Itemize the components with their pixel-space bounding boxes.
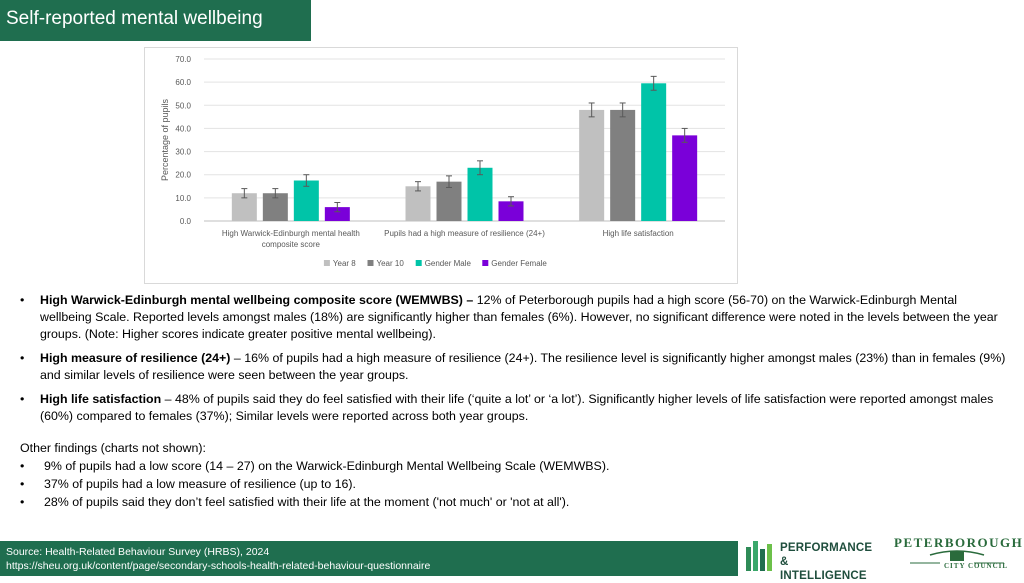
finding-item [20,292,1010,343]
x-category-label: High life satisfaction [602,229,674,238]
bar-chart [145,48,737,283]
bullet-icon: • [20,477,25,491]
finding-heading: High life satisfaction [40,392,162,406]
council-logo-line2: CITY COUNCIL [944,562,1009,570]
other-finding-item [20,493,1010,511]
bar [579,110,604,221]
bullet-icon: • [20,392,25,406]
council-logo-line1: PETERBOROUGH [894,535,1024,550]
y-tick-label: 20.0 [175,170,191,180]
page-title: Self-reported mental wellbeing [6,8,263,29]
legend-swatch [368,260,374,266]
pi-logo-line1: PERFORMANCE & [780,542,873,568]
other-finding-text: 37% of pupils had a low measure of resilience (up to 16). [44,477,357,491]
bar [641,83,666,221]
x-category-label: High Warwick-Edinburgh mental health [221,229,360,238]
finding-text: – 16% of pupils had a high measure of resilience (24+). The resilience level is significantly higher amongst males (23%) than in females (9%) and similar levels of resilience were seen between the year groups. [40,351,1006,382]
y-tick-label: 70.0 [175,55,191,64]
x-category-label: composite score [261,240,320,249]
y-axis-label: Percentage of pupils [160,98,170,182]
y-tick-label: 60.0 [175,78,191,88]
legend-label: Year 10 [376,259,404,268]
finding-heading: High Warwick-Edinburgh mental wellbeing composite score (WEMWBS) – [40,293,474,307]
legend-swatch [416,260,422,266]
legend-label: Gender Male [424,259,471,268]
source-text: Source: Health-Related Behaviour Survey (HRBS), 2024 [6,546,270,558]
other-finding-text: 9% of pupils had a low score (14 – 27) on the Warwick-Edinburgh Mental Wellbeing Scale (WEMWBS). [44,459,610,473]
legend-swatch [482,260,488,266]
legend-label: Gender Female [491,259,547,268]
bullet-icon: • [20,293,25,307]
footer [0,541,738,576]
pi-logo-icon [744,539,776,573]
legend-swatch [324,260,330,266]
findings-list [20,292,1010,432]
other-finding-item [20,475,1010,493]
y-tick-label: 0.0 [179,217,191,226]
other-findings-heading: Other findings (charts not shown): [20,441,206,455]
y-tick-label: 10.0 [175,193,191,203]
y-tick-label: 30.0 [175,147,191,157]
other-findings [20,439,1010,511]
source-link[interactable]: https://sheu.org.uk/content/page/secondary-schools-health-related-behaviour-questionnaire [6,560,431,572]
x-category-label: Pupils had a high measure of resilience (24+) [384,229,545,238]
finding-text: 12% of Peterborough pupils had a high score (56-70) on the Warwick-Edinburgh Mental wellbeing Scale. Reported levels amongst males (18%) are significantly higher than females (6%). However, no significant difference were noted in the levels between the year groups. (Note: Higher scores indicate greater positive mental wellbeing). [40,293,998,341]
y-tick-label: 50.0 [175,101,191,111]
finding-item [20,350,1010,384]
bar [610,110,635,221]
pi-logo-line2: INTELLIGENCE [780,570,867,582]
bar [672,135,697,221]
performance-intelligence-logo [744,539,884,582]
bullet-icon: • [20,495,25,509]
title-bar [0,0,311,41]
peterborough-council-logo [890,533,1024,576]
other-finding-text: 28% of pupils said they don’t feel satisfied with their life at the moment ('not much' or 'not at all'). [44,495,570,509]
chart-container [144,47,738,284]
y-tick-label: 40.0 [175,124,191,134]
bar [406,186,431,221]
bar [468,168,493,221]
legend-label: Year 8 [332,259,356,268]
other-finding-item [20,457,1010,475]
finding-heading: High measure of resilience (24+) [40,351,231,365]
finding-item [20,391,1010,425]
bullet-icon: • [20,459,25,473]
bullet-icon: • [20,351,25,365]
finding-text: – 48% of pupils said they do feel satisfied with their life (‘quite a lot’ or ‘a lot’). Significantly higher levels of life satisfaction were reported amongst males (60%) compared to females (37%); Similar levels were reported across both year groups. [40,392,994,423]
